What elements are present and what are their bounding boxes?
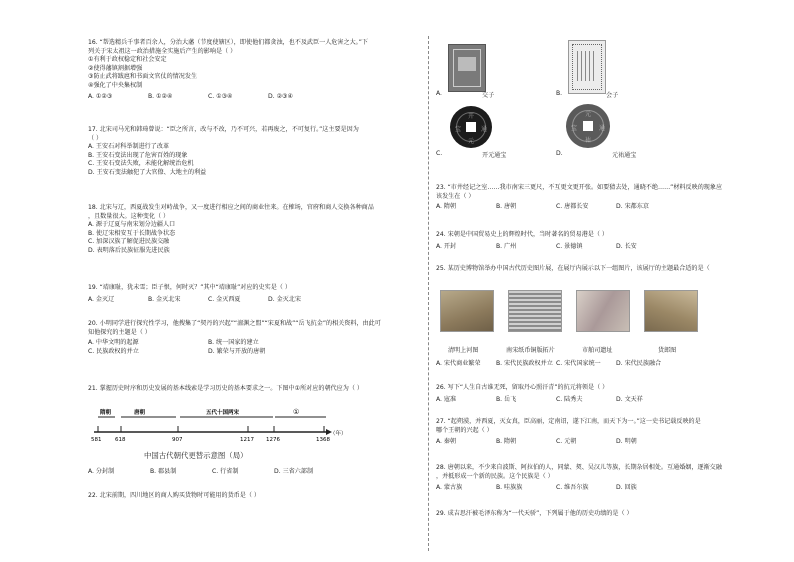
year-label: 1217 <box>240 437 254 443</box>
option-c[interactable]: C. 宋代国家统一 <box>556 360 601 367</box>
dynasty-label: 唐朝 <box>134 410 146 416</box>
option-d[interactable]: D. 宋代民族融合 <box>616 360 662 367</box>
coin-char: 元 <box>585 111 592 118</box>
option-d[interactable]: D. 三省六部制 <box>274 468 314 475</box>
option-b[interactable]: B. 岳飞 <box>496 395 517 403</box>
q26-options <box>436 396 766 405</box>
q17-line: 17. 北宋司马光和韩琦曾说：“臣之所言，改与不改，乃不可兴，若再废之，不可复行。”这主要是因为 <box>88 126 359 133</box>
coin-char: 宝 <box>455 126 462 133</box>
q16-line: 16. “帮选精兵千事者百余人，分治大藩（节度使辖区），即使他们都贪浊，也不及武臣一人危害之大。”下 <box>88 39 368 46</box>
q29-line: 29. 成吉思汗被毛泽东称为“一代天骄”，下列属于他的历史功绩的是（ ） <box>436 510 633 517</box>
q21-options <box>88 468 418 477</box>
coin-char: 元 <box>468 138 475 145</box>
q28-line: 28. 唐朝以来，不少来自波斯、阿拉伯的人，同蒙、契、吴汉儿等族，长期杂居相处。互通婚姻，逐渐交融 <box>436 464 722 471</box>
year-label: 618 <box>115 437 126 443</box>
q25-options <box>436 360 766 369</box>
coin-char: 宝 <box>571 125 578 132</box>
q18-line: ，且数量很大。这种变化（ ） <box>88 212 170 220</box>
kaiyuan-coin-image <box>450 106 492 148</box>
shibosi-site-image <box>576 290 630 332</box>
q22-line: 22. 北宋前期，四川地区的商人购买货物时可能用的货币是（ ） <box>88 492 261 499</box>
question-21-options <box>88 468 418 477</box>
option-d[interactable]: D. 表明落后民族征服先进民族 <box>88 246 170 254</box>
q24-options <box>436 243 766 252</box>
option-d[interactable]: D. 繁荣与开放的唐朝 <box>208 347 266 355</box>
q20-options-row2 <box>88 348 418 357</box>
question-18 <box>88 204 418 256</box>
option-b[interactable]: B. 王安石变法出现了危害百姓的现象 <box>88 151 188 159</box>
option-c[interactable]: C. 维吾尔族 <box>556 484 589 492</box>
q18-line: 18. 北宋与辽，西夏战发生对峙战争，又一度进行相应之间的商业往来。在榷场，官府和商人交换各种商品 <box>88 204 374 211</box>
q27-line: 哪个王朝的兴起（ ） <box>436 426 493 434</box>
question-24 <box>436 231 766 251</box>
question-23 <box>436 184 766 212</box>
option-b[interactable]: B. 广州 <box>496 242 517 250</box>
option-c[interactable]: C. 陆秀夫 <box>556 395 583 403</box>
q23-options <box>436 203 766 212</box>
option-a[interactable]: A. ①②③ <box>88 92 113 100</box>
q24-line: 24. 宋朝是中国贸易史上的辉煌时代，当时著名的贸易港是（ ） <box>436 231 609 238</box>
option-a[interactable]: A. 源于辽夏与南宋划分边疆人口 <box>88 221 176 229</box>
year-label: 581 <box>91 437 102 443</box>
q25-line: 25. 某历史博物馆举办中国古代历史图片展，在展厅内展示以下一组图片，该展厅的主题最合适的是（ <box>436 265 710 272</box>
question-20 <box>88 320 418 356</box>
q26-line: 26. 写下“人生自古谁无死，留取丹心照汗青”的抗元将领是（ ） <box>436 384 609 391</box>
option-a[interactable]: A. 王安石对科举制进行了改革 <box>88 143 170 151</box>
img-b-label: B. <box>556 90 563 97</box>
year-label: 1368 <box>316 437 330 443</box>
option-c[interactable]: C. 唐都长安 <box>556 203 589 211</box>
question-19 <box>88 284 418 304</box>
q17-line: （ ） <box>88 134 103 142</box>
option-c[interactable]: C. ①③④ <box>208 92 233 100</box>
option-a[interactable]: A. 金灭辽 <box>88 295 115 303</box>
q16-item: ④强化了中央集权制 <box>88 81 143 89</box>
option-d[interactable]: D. 长安 <box>616 242 637 250</box>
option-d[interactable]: D. 宋都东京 <box>616 203 649 211</box>
photo-caption: 清明上河图 <box>448 347 479 354</box>
question-17 <box>88 126 418 178</box>
option-d[interactable]: D. 明朝 <box>616 438 637 446</box>
option-a[interactable]: A. 中华文明的起源 <box>88 339 139 347</box>
option-a[interactable]: A. 秦朝 <box>436 438 457 446</box>
option-b[interactable]: B. 金灭北宋 <box>148 295 181 303</box>
dynasty-label-unknown: ① <box>293 408 300 416</box>
question-27 <box>436 418 766 447</box>
img-a-label: A. <box>436 90 442 97</box>
banknote-plate-image <box>508 290 562 332</box>
option-d[interactable]: D. 金灭北宋 <box>268 295 301 303</box>
dynasty-label: 五代十国两宋 <box>206 410 240 416</box>
q23-line: 23. “市井经记之室……我市南宋三更尺，不互更文更开张。如要猜去处，通晓不绝……”材料反映的现象应 <box>436 184 723 191</box>
question-26 <box>436 384 766 404</box>
option-b[interactable]: B. 统一国家的建立 <box>208 339 259 347</box>
question-16 <box>88 39 418 101</box>
coin-char: 通 <box>599 125 606 132</box>
option-b[interactable]: B. ①②④ <box>148 92 173 100</box>
option-a[interactable]: A. 隋朝 <box>436 203 457 211</box>
right-column <box>436 0 766 562</box>
q27-line: 27. “起朔漠，并西夏，灭女真，臣高丽，定南诏，遂下江南，而天下为一。”这一史书记载反映的是 <box>436 418 701 425</box>
left-column <box>88 0 418 562</box>
img-c-label: C. <box>436 150 443 157</box>
jiaozi-image <box>448 44 486 92</box>
q27-options <box>436 438 766 447</box>
option-a[interactable]: A. 宋代商业繁荣 <box>436 360 481 367</box>
coin-char: 开 <box>468 113 475 120</box>
huolang-painting-image <box>644 290 698 332</box>
question-29 <box>436 510 766 519</box>
question-25-options <box>436 360 766 369</box>
img-d-caption: 元祐通宝 <box>612 152 637 159</box>
q21-line: 21. 掌握历史时序和历史发展的基本线索是学习历史的基本要求之一。下图中①所对应的朝代应为（ ） <box>88 385 363 392</box>
question-21 <box>88 385 418 394</box>
photo-caption: 市舶司遗址 <box>582 347 613 354</box>
huizi-image <box>568 40 606 94</box>
year-label: 1276 <box>266 437 280 443</box>
q19-options <box>88 296 418 305</box>
q20-options-row1 <box>88 339 418 348</box>
option-b[interactable]: B. 郡县制 <box>150 468 177 475</box>
img-b-caption: 会子 <box>606 92 619 99</box>
dynasty-label: 隋朝 <box>100 410 112 416</box>
photo-caption: 南宋纸币铜版拓片 <box>506 347 555 354</box>
coin-char: 通 <box>481 126 488 133</box>
img-a-caption: 交子 <box>482 92 495 99</box>
option-b[interactable]: B. 唐朝 <box>496 203 517 211</box>
option-d[interactable]: D. 文天祥 <box>616 395 643 403</box>
option-c[interactable]: C. 王安石变法失败，未能化解统治危机 <box>88 160 194 168</box>
axis-unit: （年） <box>330 431 347 437</box>
option-d[interactable]: D. ②③④ <box>268 92 293 100</box>
year-label: 907 <box>172 437 183 443</box>
q16-item: ①有利于政权稳定和社会安定 <box>88 56 167 64</box>
option-b[interactable]: B. 哇族族 <box>496 484 523 492</box>
q16-item: ②使得藩镇割据增强 <box>88 64 143 72</box>
img-c-caption: 开元通宝 <box>482 152 507 159</box>
q16-options <box>88 93 418 102</box>
option-d[interactable]: D. 王安石变法触犯了大官僚、大地主的利益 <box>88 168 207 176</box>
q28-options <box>436 484 766 493</box>
question-22 <box>88 492 418 501</box>
option-d[interactable]: D. 回族 <box>616 484 637 492</box>
option-b[interactable]: B. 宋代民族政权并立 <box>496 360 553 367</box>
option-a[interactable]: A. 分封制 <box>88 468 115 475</box>
photo-caption: 货郎图 <box>658 347 677 354</box>
q20-line: 知他探究的主题是（ ） <box>88 328 151 336</box>
option-a[interactable]: A. 开封 <box>436 242 457 250</box>
timeline-title: 中国古代朝代更替示意图（局） <box>144 451 248 460</box>
q28-line: ，并抵形成一个新的民族。这个民族是（ ） <box>436 472 554 480</box>
option-a[interactable]: A. 寇准 <box>436 395 457 403</box>
option-c[interactable]: C. 景德镇 <box>556 242 583 250</box>
option-b[interactable]: B. 使辽宋相安互于长期战争状态 <box>88 229 176 237</box>
option-c[interactable]: C. 加深汉族了解促进民族交融 <box>88 238 170 246</box>
q20-line: 20. 小明同学进行探究性学习，他搜集了“契丹的兴起”“澶渊之盟”“宋夏和战”“岳飞抗金”的相关资料，由此可 <box>88 320 381 327</box>
yuanyou-coin-image <box>566 104 610 148</box>
option-b[interactable]: B. 隋朝 <box>496 438 517 446</box>
column-divider <box>428 36 430 551</box>
qingming-painting-image <box>440 290 494 332</box>
img-d-label: D. <box>556 150 563 157</box>
question-28 <box>436 464 766 493</box>
option-c[interactable]: C. 元朝 <box>556 438 577 446</box>
q16-line: 列关于宋太祖这一政治措施全实施后产生的影响是（ ） <box>88 47 237 55</box>
coin-char: 祐 <box>585 137 592 144</box>
option-c[interactable]: C. 民族政权的并立 <box>88 347 139 355</box>
option-c[interactable]: C. 金灭西夏 <box>208 295 241 303</box>
option-a[interactable]: A. 蒙古族 <box>436 484 463 492</box>
dynasty-timeline <box>88 404 348 446</box>
question-25 <box>436 265 766 274</box>
q23-line: 该发生在（ ） <box>436 192 475 200</box>
q19-line: 19. “靖康耻，犹未雪；臣子恨，何时灭？”其中“靖康耻”对应的史实是（ ） <box>88 284 291 291</box>
option-c[interactable]: C. 行省制 <box>212 468 239 475</box>
q16-item: ③防止武将跋扈和书面文官仗的情况发生 <box>88 73 198 81</box>
